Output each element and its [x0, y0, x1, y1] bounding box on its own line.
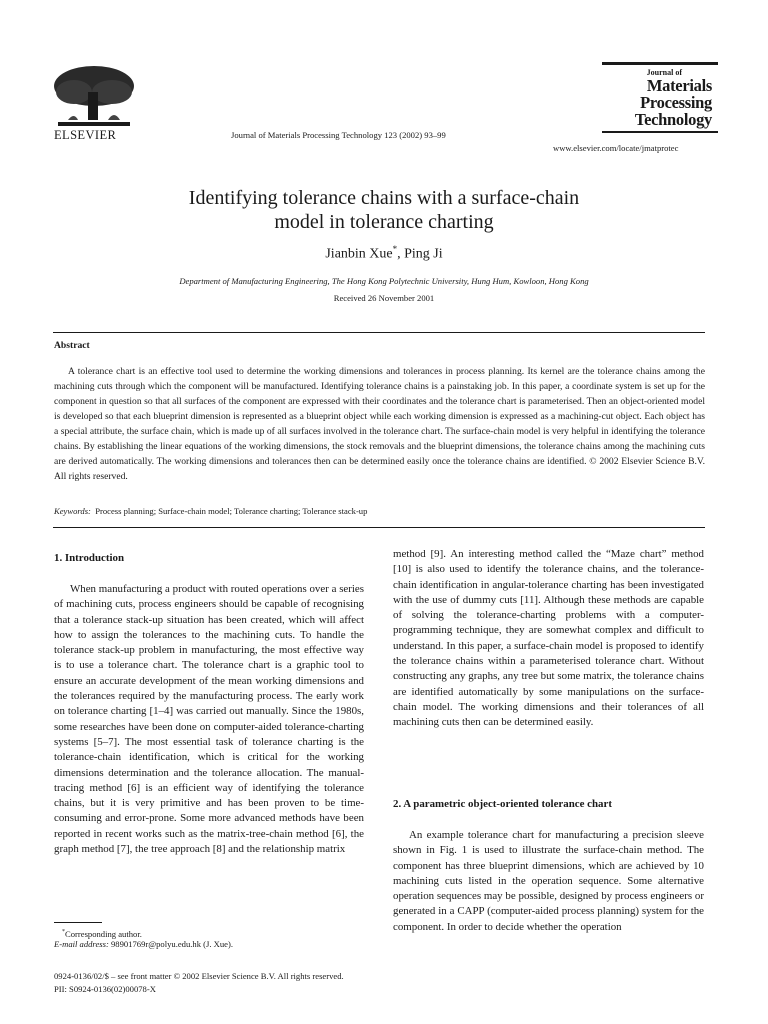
- publisher-name: ELSEVIER: [54, 128, 117, 142]
- footnote-divider: [54, 922, 102, 923]
- footnote-mark: *: [62, 929, 65, 935]
- title-line-1: Identifying tolerance chains with a surface-chain: [188, 187, 580, 209]
- authors: [60, 244, 708, 263]
- keywords: [54, 506, 367, 516]
- section-2-heading: 2. A parametric object-oriented tolerance chart: [393, 798, 612, 810]
- footnote-email: [54, 938, 233, 950]
- footnote-corresponding-text: Corresponding author.: [65, 928, 142, 939]
- journal-logo: [602, 62, 718, 133]
- author-1: Jianbin Xue: [325, 246, 393, 262]
- issn-line: 0924-0136/02/$ – see front matter © 2002 Elsevier Science B.V. All rights reserved.: [54, 971, 344, 981]
- section-2-paragraph: An example tolerance chart for manufacturing a precision sleeve shown in Fig. 1 is used to illustrate the surface-chain method. The component has three blueprint dimensions, which are achieved by 10 machining cuts listed in the operation sequence. Some alternative operation sequences may be possible, designed by process engineers or generated in a CAPP (computer-aided process planning) system for the component. In order to decide whether the operation: [393, 829, 704, 933]
- email-label: E-mail address:: [54, 939, 109, 949]
- paper-title: [60, 186, 708, 234]
- journal-name-line-3: Technology: [634, 110, 712, 129]
- keywords-label: Keywords:: [54, 506, 91, 516]
- keywords-list: Process planning; Surface-chain model; Tolerance charting; Tolerance stack-up: [95, 506, 368, 516]
- email-address[interactable]: 98901769r@polyu.edu.hk (J. Xue).: [110, 939, 233, 949]
- journal-name-line-1: Materials: [646, 76, 712, 95]
- abstract-text: A tolerance chart is an effective tool used to determine the working dimensions and tolerances in process planning. Its kernel are the tolerance chains among the machining cuts through which the component will be manufactured. Identifying tolerance chains is a painstaking job. In this paper, a coordinate system is set up for the component in question so that all surfaces of the component are expressed with their coordinates and the tolerance chart is parameterised. Then an object-oriented model is developed so that each blueprint dimension is represented as a blueprint object while each working dimension is expressed as a machining-cut object. Each object has a special attribute, the surface chain, which is made up of all surfaces involved in the tolerance chart. The surface-chain model is very helpful in identifying the tolerance chains. By establishing the linear equations of the working dimensions, the stock removals and the blueprint dimensions, the tolerance chains among the machining cuts are derived automatically. The working dimensions and tolerances then can be determined easily once the tolerance chains are identified. © 2002 Elsevier Science B.V. All rights reserved.: [54, 366, 705, 482]
- section-1-heading: 1. Introduction: [54, 552, 124, 564]
- section-1-paragraph: When manufacturing a product with routed operations over a series of machining cuts, process engineers should be capable of recognising that a tolerance stack-up situation has been created, which will affect how to assign the tolerances to the machining cuts. To handle the tolerance stack-up problem in manufacturing, the most effective way is to use a tolerance chart. The tolerance chart is a graphic tool to ensure an accurate development of the mean working dimensions and the tolerances required by the manufacturing process. The early work on tolerance charting [1–4] was carried out manually. Since the 1980s, some researches have been done on computer-aided tolerance-charting systems [5–7]. The most essential task of tolerance charting is the tolerance-chain identification, which is critical for the working dimensions determination and the tolerance allocation. The manual-tracing method [6] is an efficient way of identifying the tolerance chains, but it is very primitive and has been proven to be time-consuming and error-prone. Some more advanced methods have been reported in recent works such as the matrix-tree-chain method [6], the graph method [7], the tree approach [8] and the relationship matrix: [54, 583, 364, 856]
- affiliation: Department of Manufacturing Engineering, The Hong Kong Polytechnic University, Hung Hum, Kowloon, Hong Kong: [179, 276, 589, 286]
- pii-line: PII: S0924-0136(02)00078-X: [54, 984, 156, 994]
- corresponding-mark: *: [392, 244, 398, 254]
- journal-url[interactable]: www.elsevier.com/locate/jmatprotec: [553, 143, 679, 153]
- author-separator: ,: [397, 246, 405, 262]
- abstract-top-divider: [53, 332, 705, 333]
- abstract-bottom-divider: [53, 527, 705, 528]
- title-line-2: model in tolerance charting: [274, 211, 494, 233]
- right-column-paragraph: method [9]. An interesting method called the “Maze chart” method [10] is also used to identify the tolerance chains, and the tolerance-chain identification in angular-tolerance charting has been investigated with the use of dummy cuts [11]. Although these methods are capable of solving the tolerance-charting problems with a computer-programming technique, they are somewhat complex and difficult to understand. In this paper, a surface-chain model is proposed to identify the tolerance chains within a parameterised tolerance chart. Without constructing any graphs, any tree but some matrix, the tolerance chains are identified automatically by some manipulations on the surface-chain model. The working dimensions and their tolerances of all machining cuts then can be determined easily.: [393, 548, 704, 729]
- journal-citation: Journal of Materials Processing Technology 123 (2002) 93–99: [231, 130, 446, 140]
- author-2: Ping Ji: [404, 246, 443, 262]
- journal-name-line-2: Processing: [640, 93, 712, 112]
- received-date: Received 26 November 2001: [333, 293, 435, 303]
- abstract-heading: Abstract: [54, 340, 90, 351]
- elsevier-tree-logo: [48, 62, 140, 128]
- journal-of-label: Journal of: [646, 68, 682, 77]
